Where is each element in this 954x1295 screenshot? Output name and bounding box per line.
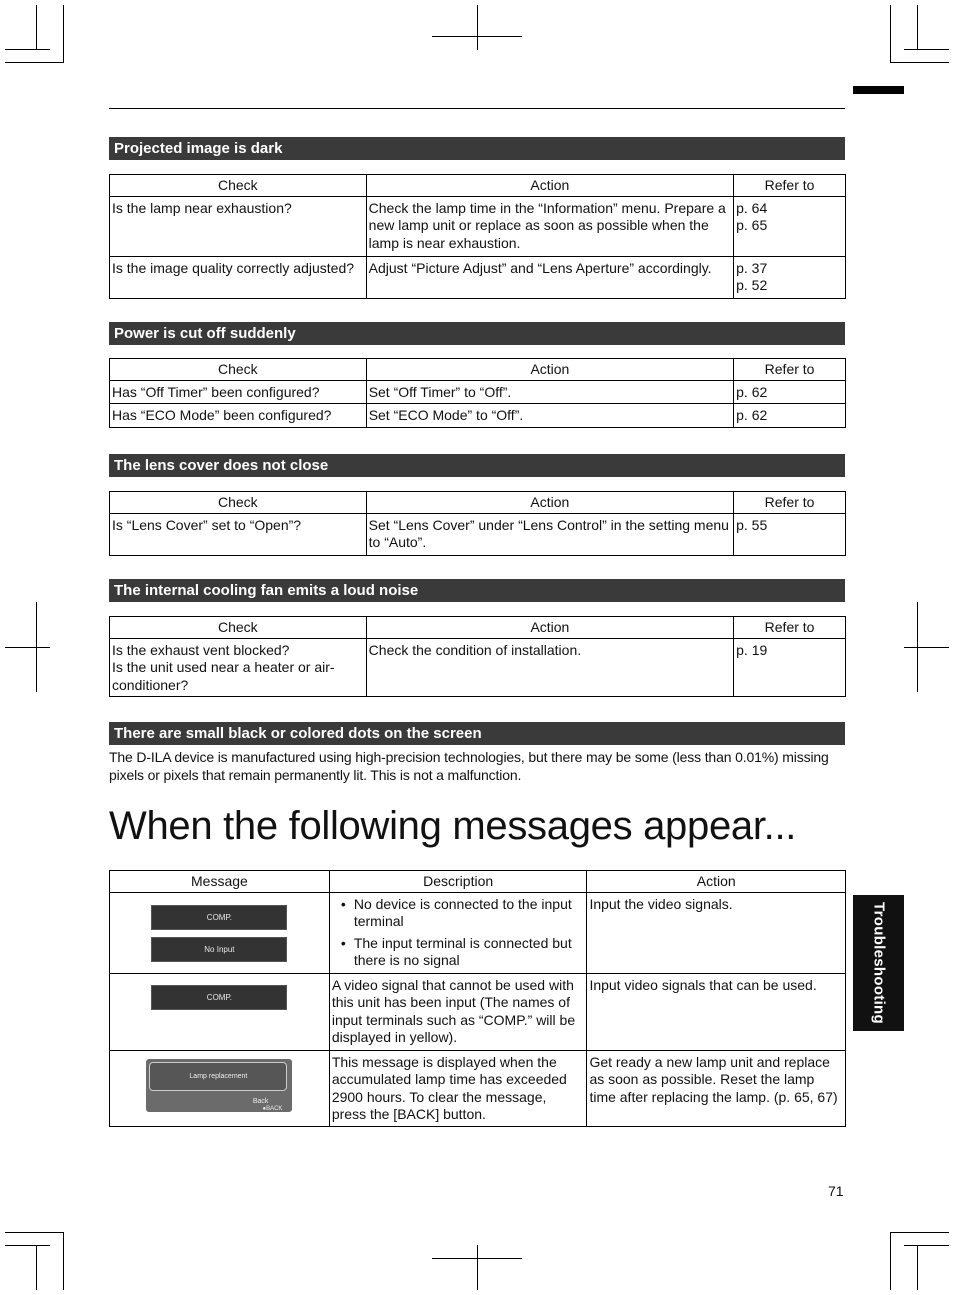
section-heading: There are small black or colored dots on the screen [109, 722, 845, 745]
section-heading: Power is cut off suddenly [109, 322, 845, 345]
edge-marker [853, 86, 904, 94]
message-cell [110, 892, 330, 973]
page-ref: p. 64 [736, 199, 768, 216]
refer-cell [734, 256, 846, 298]
check-cell: Is “Lens Cover” set to “Open”? [110, 513, 367, 555]
page-ref: p. 65 [736, 217, 768, 233]
messages-table [109, 870, 846, 1127]
lamp-dialog-back: Back [252, 1097, 269, 1105]
description-cell: This message is displayed when the accumulated lamp time has exceeded 2900 hours. To clear the message, press the [BACK] button. [329, 1050, 587, 1126]
section-heading: Projected image is dark [109, 137, 845, 160]
message-cell [110, 1050, 330, 1126]
description-cell [329, 892, 587, 973]
troubleshoot-table [109, 358, 846, 428]
column-header: Action [366, 175, 733, 197]
osd-message: COMP. [151, 985, 287, 1010]
action-cell: Check the lamp time in the “Information” menu. Prepare a new lamp unit or replace as soon as possible when the lamp is near exhaustion. [366, 196, 733, 256]
action-cell: Adjust “Picture Adjust” and “Lens Aperture” accordingly. [366, 256, 733, 298]
action-cell: Input video signals that can be used. [587, 973, 846, 1050]
column-header: Refer to [734, 617, 846, 639]
page-ref: p. 19 [736, 641, 768, 658]
troubleshoot-table [109, 616, 846, 697]
description-cell: A video signal that cannot be used with this unit has been input (The names of input terminals such as “COMP.” will be displayed in yellow). [329, 973, 587, 1050]
table-row [110, 973, 846, 1050]
column-header: Check [110, 617, 367, 639]
dots-explanation: The D-ILA device is manufactured using high-precision technologies, but there may be some (less than 0.01%) missing pixels or pixels that remain permanently lit. This is not a malfunction. [109, 749, 829, 783]
lamp-dialog [146, 1059, 292, 1112]
table-row [110, 380, 846, 404]
section-heading: The internal cooling fan emits a loud noise [109, 579, 845, 602]
refer-cell [734, 638, 846, 697]
check-line: Is the unit used near a heater or air-conditioner? [112, 659, 335, 693]
side-tab-label: Troubleshooting [870, 902, 887, 1024]
page-ref: p. 62 [736, 383, 768, 400]
table-header-row [110, 492, 846, 514]
refer-cell [734, 380, 846, 404]
page-ref: p. 55 [736, 516, 768, 533]
action-cell: Get ready a new lamp unit and replace as soon as possible. Reset the lamp time after replacing the lamp. (p. 65, 67) [587, 1050, 846, 1126]
back-button-icon: ●BACK [262, 1105, 283, 1112]
page-ref: p. 37 [736, 259, 768, 276]
table-row [110, 256, 846, 298]
side-tab [853, 895, 904, 1031]
check-cell: Is the image quality correctly adjusted? [110, 256, 367, 298]
table-row [110, 404, 846, 428]
column-header: Message [110, 871, 330, 893]
table-row [110, 196, 846, 256]
page-number: 71 [828, 1183, 844, 1199]
table-row [110, 892, 846, 973]
table-header-row [110, 871, 846, 893]
column-header: Refer to [734, 175, 846, 197]
refer-cell [734, 513, 846, 555]
refer-cell [734, 196, 846, 256]
message-cell [110, 973, 330, 1050]
column-header: Refer to [734, 359, 846, 381]
action-cell: Set “Lens Cover” under “Lens Control” in the setting menu to “Auto”. [366, 513, 733, 555]
header-rule [109, 108, 845, 109]
osd-message: No Input [151, 937, 287, 962]
table-row [110, 513, 846, 555]
back-button-label: BACK [266, 1105, 283, 1112]
page-title: When the following messages appear... [109, 804, 797, 848]
table-row [110, 1050, 846, 1126]
bullet-item: • The input terminal is connected but there is no signal [332, 935, 585, 970]
action-cell: Set “ECO Mode” to “Off”. [366, 404, 733, 428]
check-cell: Has “Off Timer” been configured? [110, 380, 367, 404]
page-ref: p. 52 [736, 277, 768, 293]
troubleshoot-table [109, 174, 846, 299]
column-header: Check [110, 492, 367, 514]
check-cell: Has “ECO Mode” been configured? [110, 404, 367, 428]
osd-message: COMP. [151, 905, 287, 930]
lamp-dialog-label: Lamp replacement [149, 1062, 287, 1091]
table-header-row [110, 175, 846, 197]
column-header: Check [110, 175, 367, 197]
column-header: Description [329, 871, 587, 893]
table-header-row [110, 617, 846, 639]
column-header: Action [366, 359, 733, 381]
check-line: Is the exhaust vent blocked? [112, 641, 290, 658]
bullet-item: • No device is connected to the input terminal [332, 896, 585, 931]
action-cell: Set “Off Timer” to “Off”. [366, 380, 733, 404]
column-header: Action [366, 617, 733, 639]
column-header: Check [110, 359, 367, 381]
page-ref: p. 62 [736, 407, 768, 423]
troubleshoot-table [109, 491, 846, 556]
column-header: Action [366, 492, 733, 514]
refer-cell [734, 404, 846, 428]
column-header: Action [587, 871, 846, 893]
column-header: Refer to [734, 492, 846, 514]
check-cell [110, 638, 367, 697]
table-header-row [110, 359, 846, 381]
check-cell: Is the lamp near exhaustion? [110, 196, 367, 256]
table-row [110, 638, 846, 697]
action-cell: Check the condition of installation. [366, 638, 733, 697]
section-heading: The lens cover does not close [109, 454, 845, 477]
action-cell: Input the video signals. [587, 892, 846, 973]
